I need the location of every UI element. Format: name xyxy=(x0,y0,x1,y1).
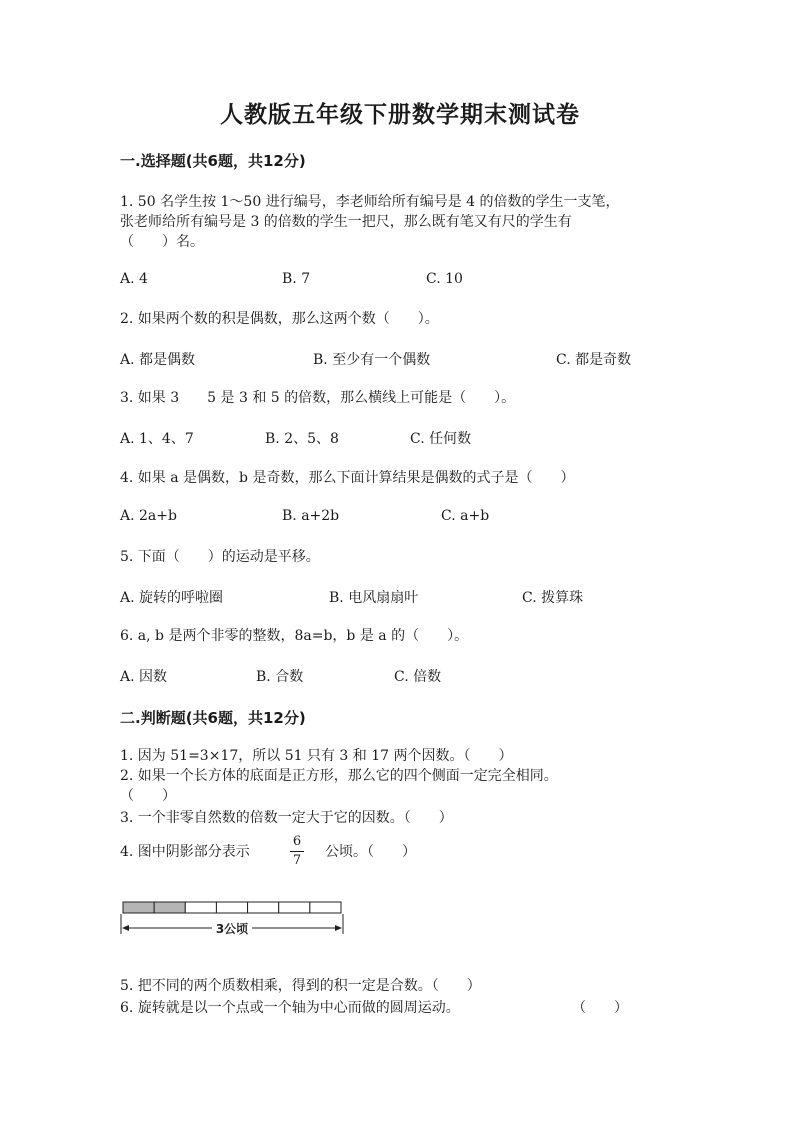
fraction-six-sevenths xyxy=(287,834,307,869)
area-cell-shaded xyxy=(154,902,185,913)
question-5-option-a[interactable]: A. 旋转的呼啦圈 xyxy=(120,590,224,606)
question-1-option-c[interactable]: C. 10 xyxy=(426,271,463,287)
question-4-text: 4. 如果 a 是偶数，b 是奇数，那么下面计算结果是偶数的式子是（ ） xyxy=(120,470,575,486)
question-3-option-a[interactable]: A. 1、4、7 xyxy=(120,431,194,447)
land-area-figure xyxy=(120,898,346,944)
judge-question-2-line-1: 2. 如果一个长方体的底面是正方形，那么它的四个侧面一定完全相同。 xyxy=(120,768,558,784)
question-6-text: 6. a, b 是两个非零的整数，8a=b，b 是 a 的（ ）。 xyxy=(120,628,469,644)
question-2-option-a[interactable]: A. 都是偶数 xyxy=(120,352,196,368)
question-1-option-b[interactable]: B. 7 xyxy=(282,271,311,287)
question-6-option-a[interactable]: A. 因数 xyxy=(120,669,168,685)
area-cells xyxy=(123,902,341,913)
judge-question-4-before: 4. 图中阴影部分表示 xyxy=(120,844,250,860)
page-title: 人教版五年级下册数学期末测试卷 xyxy=(220,102,580,128)
question-3-text: 3. 如果 3 5 是 3 和 5 的倍数，那么横线上可能是（ ）。 xyxy=(120,390,516,406)
area-cell-empty xyxy=(310,902,341,913)
question-4-option-b[interactable]: B. a+2b xyxy=(282,508,340,524)
question-1-line-2: 张老师给所有编号是 3 的倍数的学生一把尺，那么既有笔又有尺的学生有 xyxy=(120,214,572,230)
fraction-denominator: 7 xyxy=(292,853,302,868)
question-4-option-a[interactable]: A. 2a+b xyxy=(120,508,177,524)
section-heading-judgement: 二.判断题(共6题，共12分) xyxy=(120,709,306,727)
area-cell-empty xyxy=(216,902,247,913)
question-3-option-b[interactable]: B. 2、5、8 xyxy=(265,431,339,447)
question-2-text: 2. 如果两个数的积是偶数，那么这两个数（ ）。 xyxy=(120,311,439,327)
fraction-bar xyxy=(290,851,304,852)
fraction-numerator: 6 xyxy=(292,834,302,849)
question-5-text: 5. 下面（ ）的运动是平移。 xyxy=(120,549,320,565)
arrow-right-icon xyxy=(335,925,342,931)
question-2-option-c[interactable]: C. 都是奇数 xyxy=(556,352,632,368)
area-cell-empty xyxy=(248,902,279,913)
section-heading-choice: 一.选择题(共6题，共12分) xyxy=(120,152,306,170)
area-cell-empty xyxy=(185,902,216,913)
question-2-option-b[interactable]: B. 至少有一个偶数 xyxy=(313,352,431,368)
question-6-option-c[interactable]: C. 倍数 xyxy=(394,669,442,685)
judge-question-1: 1. 因为 51=3×17，所以 51 只有 3 和 17 两个因数。（ ） xyxy=(120,748,513,764)
area-bar-svg xyxy=(120,898,346,940)
area-cell-shaded xyxy=(123,902,154,913)
area-label: 3公顷 xyxy=(215,922,249,936)
judge-question-6-paren: （ ） xyxy=(572,1000,628,1016)
judge-question-5: 5. 把不同的两个质数相乘，得到的积一定是合数。（ ） xyxy=(120,978,481,994)
judge-question-2-line-2: （ ） xyxy=(120,788,176,804)
question-1-line-3: （ ）名。 xyxy=(120,234,204,250)
arrow-left-icon xyxy=(122,925,129,931)
question-6-option-b[interactable]: B. 合数 xyxy=(256,669,304,685)
question-1-line-1: 1. 50 名学生按 1～50 进行编号，李老师给所有编号是 4 的倍数的学生一支笔， xyxy=(120,194,620,210)
judge-question-6: 6. 旋转就是以一个点或一个轴为中心而做的圆周运动。 xyxy=(120,1000,460,1016)
question-4-option-c[interactable]: C. a+b xyxy=(441,508,490,524)
judge-question-3: 3. 一个非零自然数的倍数一定大于它的因数。（ ） xyxy=(120,810,453,826)
question-1-option-a[interactable]: A. 4 xyxy=(120,271,148,287)
question-5-option-b[interactable]: B. 电风扇扇叶 xyxy=(329,590,419,606)
question-3-option-c[interactable]: C. 任何数 xyxy=(410,431,472,447)
judge-question-4-after: 公顷。（ ） xyxy=(325,844,416,860)
question-5-option-c[interactable]: C. 拨算珠 xyxy=(522,590,584,606)
area-cell-empty xyxy=(279,902,310,913)
